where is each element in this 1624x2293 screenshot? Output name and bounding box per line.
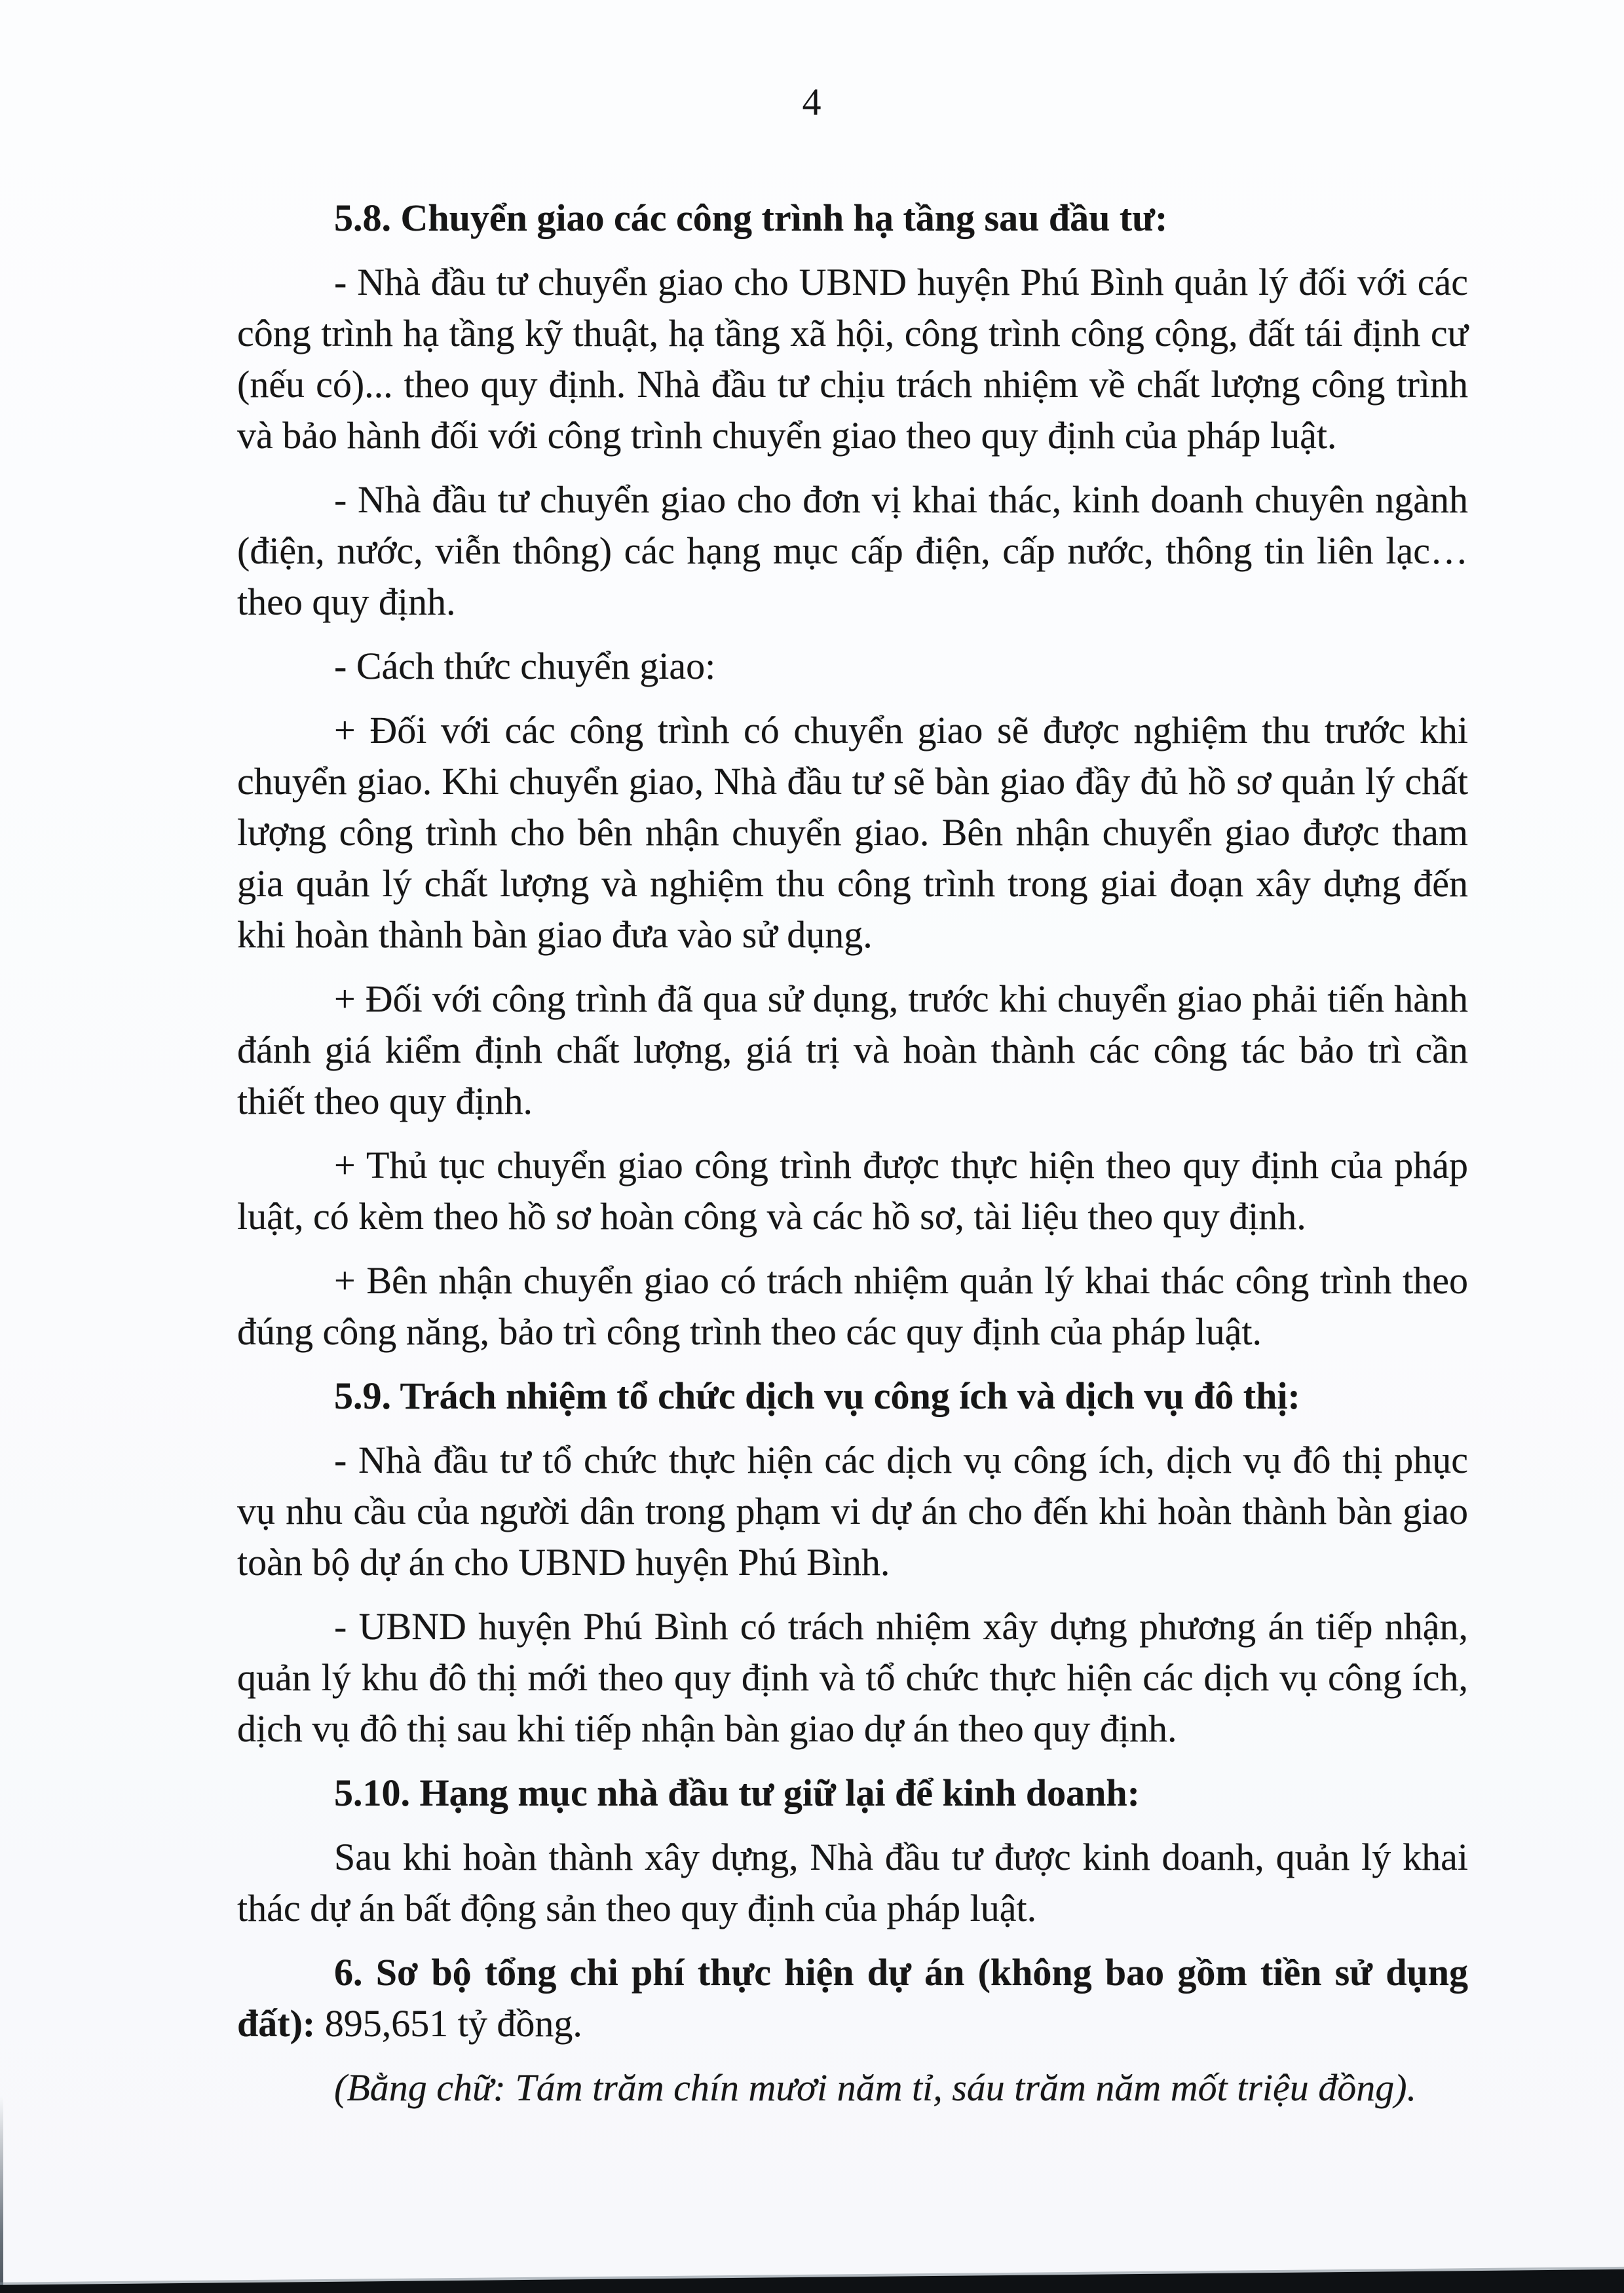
paragraph-transfer-ubnd: - Nhà đầu tư chuyển giao cho UBND huyện Phú Bình quản lý đối với các công trình hạ tầng kỹ thuật, hạ tầng xã hội, công trình công cộng, đất tái định cư (nếu có)... theo quy định. Nhà đầu tư chịu trách nhiệm về chất lượng công trình và bảo hành đối với công trình chuyển giao theo quy định của pháp luật.: [237, 261, 1468, 457]
heading-6-label: 6. Sơ bộ tổng chi phí thực hiện dự án (không bao gồm tiền sử dụng đất):: [237, 1951, 1468, 2045]
paragraph-used-works-inspection: + Đối với công trình đã qua sử dụng, trước khi chuyển giao phải tiến hành đánh giá kiểm định chất lượng, giá trị và hoàn thành các công tác bảo trì cần thiết theo quy định.: [237, 977, 1468, 1122]
paragraph-public-services-investor: - Nhà đầu tư tổ chức thực hiện các dịch vụ công ích, dịch vụ đô thị phục vụ nhu cầu của người dân trong phạm vi dự án cho đến khi hoàn thành bàn giao toàn bộ dự án cho UBND huyện Phú Bình.: [237, 1439, 1468, 1583]
section-heading-5-8: 5.8. Chuyển giao các công trình hạ tầng sau đầu tư:: [334, 197, 1168, 239]
paragraph-public-services-ubnd: - UBND huyện Phú Bình có trách nhiệm xây dựng phương án tiếp nhận, quản lý khu đô thị mới theo quy định và tổ chức thực hiện các dịch vụ công ích, dịch vụ đô thị sau khi tiếp nhận bàn giao dự án theo quy định.: [237, 1605, 1468, 1750]
paragraph-acceptance-before-transfer: + Đối với các công trình có chuyển giao sẽ được nghiệm thu trước khi chuyển giao. Khi chuyển giao, Nhà đầu tư sẽ bàn giao đầy đủ hồ sơ quản lý chất lượng công trình cho bên nhận chuyển giao. Bên nhận chuyển giao được tham gia quản lý chất lượng và nghiệm thu công trình trong giai đoạn xây dựng đến khi hoàn thành bàn giao đưa vào sử dụng.: [237, 709, 1468, 956]
total-cost-value: 895,651 tỷ đồng.: [315, 2002, 582, 2045]
amount-in-words: (Bằng chữ: Tám trăm chín mươi năm tỉ, sáu trăm năm mốt triệu đồng).: [334, 2066, 1417, 2109]
paragraph-transfer-utilities: - Nhà đầu tư chuyển giao cho đơn vị khai thác, kinh doanh chuyên ngành (điện, nước, viễn thông) các hạng mục cấp điện, cấp nước, thông tin liên lạc… theo quy định.: [237, 478, 1468, 623]
section-heading-5-9: 5.9. Trách nhiệm tổ chức dịch vụ công ích và dịch vụ đô thị:: [334, 1374, 1300, 1417]
section-heading-5-10: 5.10. Hạng mục nhà đầu tư giữ lại để kinh doanh:: [334, 1772, 1140, 1814]
scan-edge-artifact-left: [0, 2096, 3, 2293]
section-heading-6: [237, 1947, 1468, 2049]
paragraph-receiver-responsibility: + Bên nhận chuyển giao có trách nhiệm quản lý khai thác công trình theo đúng công năng, bảo trì công trình theo các quy định của pháp luật.: [237, 1259, 1468, 1353]
scan-edge-artifact-bottom: [0, 2268, 1624, 2293]
page-number: 4: [802, 81, 822, 123]
paragraph-transfer-method: - Cách thức chuyển giao:: [334, 645, 716, 687]
document-body: [0, 122, 1624, 2113]
paragraph-transfer-procedure: + Thủ tục chuyển giao công trình được thực hiện theo quy định của pháp luật, có kèm theo hồ sơ hoàn công và các hồ sơ, tài liệu theo quy định.: [237, 1144, 1468, 1238]
paragraph-business-retained-items: Sau khi hoàn thành xây dựng, Nhà đầu tư được kinh doanh, quản lý khai thác dự án bất động sản theo quy định của pháp luật.: [237, 1836, 1468, 1929]
